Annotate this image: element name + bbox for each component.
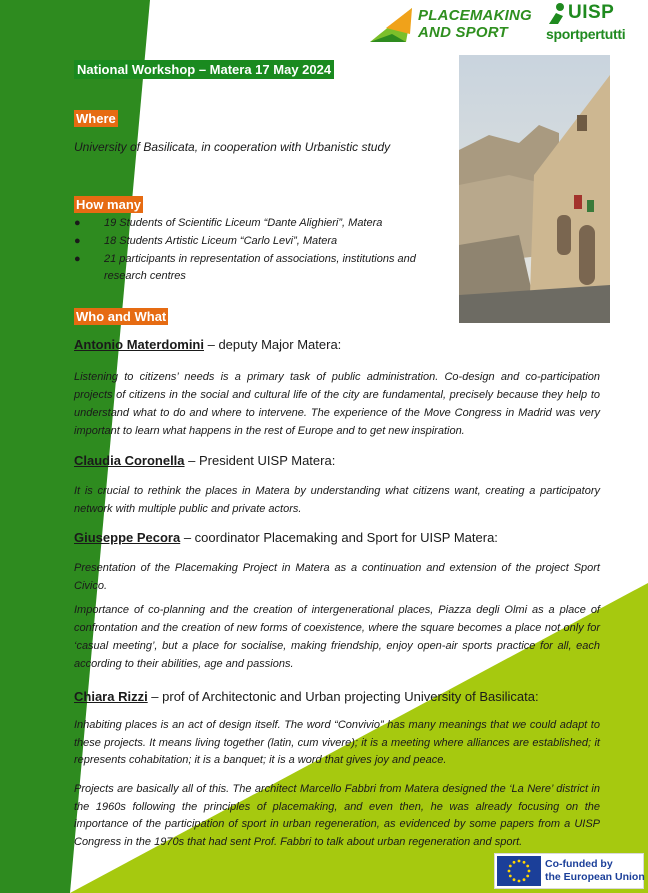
speaker-paragraph: Importance of co-planning and the creation of intergenerational places, Piazza degli Olmi as a place of confrontation and the creation of new forms of coexistence, where the square becomes a place not only for ‘casual meeting’, but a place for socialise, making friendship, enjoy open-air sports practice for all, each according to their abilities, age and passions. — [74, 604, 600, 670]
speaker-name: Chiara Rizzi — [74, 689, 148, 704]
speaker-role: – coordinator Placemaking and Sport for UISP Matera: — [180, 530, 498, 545]
where-text: University of Basilicata, in cooperation with Urbanistic study — [74, 140, 391, 154]
speaker-paragraph: Inhabiting places is an act of design itself. The word “Convivio” has many meanings that we could adapt to these projects. It means living together (latin, cum vivere); it is a meeting where alliances are established; it represents cohabitation; it is a banquet; it is a word that gives joy and peace. — [74, 719, 600, 766]
speaker-role: – prof of Architectonic and Urban projecting University of Basilicata: — [147, 689, 539, 704]
eu-line1: Co-funded by — [545, 858, 613, 870]
uisp-runner-icon — [546, 2, 568, 26]
uisp-logo — [546, 2, 638, 46]
eu-flag-icon — [497, 856, 541, 886]
speaker-paragraph: Listening to citizens’ needs is a primary task of public administration. Co-design and co-participation projects of citizens in the social and cultural life of the city are fundamental, precisely because they help to understand what to do and where to intervene. The experience of the Move Congress in Madrid was very important to learn what happens in the rest of Europe and to get new inspiration. — [74, 371, 600, 437]
list-item-text: 19 Students of Scientific Liceum “Dante Alighieri”, Matera — [104, 217, 383, 229]
uisp-logo-subtitle: sportpertutti — [546, 26, 626, 42]
speaker-paragraph: Presentation of the Placemaking Project in Matera as a continuation and extension of the project Sport Civico. — [74, 562, 600, 592]
speaker-heading — [74, 689, 539, 704]
speaker-name: Giuseppe Pecora — [74, 530, 181, 545]
speaker-role: – President UISP Matera: — [184, 453, 336, 468]
eu-line2: the European Union — [545, 870, 645, 883]
placemaking-logo-line1: PLACEMAKING — [418, 7, 532, 24]
speaker-paragraph: Projects are basically all of this. The architect Marcello Fabbri from Matera designed the ‘La Nere’ district in the 1960s following the principles of placemaking, and even then, he was already focusing on the importance of the participation of sport in urban regeneration, as evidenced by some papers from a UISP Congress in the 1970s that had sent Prof. Fabbri to talk about urban regeneration and sport. — [74, 783, 600, 848]
placemaking-logo-text — [418, 7, 532, 41]
list-item — [74, 215, 454, 232]
list-item-text: 21 participants in representation of associations, institutions and research centres — [104, 253, 416, 282]
placemaking-logo-icon — [366, 4, 418, 46]
speaker-role: – deputy Major Matera: — [204, 337, 342, 352]
eu-cofunded-badge — [494, 853, 644, 889]
eu-cofunded-text — [545, 858, 645, 883]
list-item — [74, 233, 454, 250]
how-many-label: How many — [76, 197, 142, 212]
who-and-what-label: Who and What — [76, 309, 167, 324]
speaker-heading — [74, 337, 341, 352]
bullet-icon: ● — [74, 235, 81, 247]
page-title: National Workshop – Matera 17 May 2024 — [74, 60, 334, 79]
speaker-name: Antonio Materdomini — [74, 337, 204, 352]
bullet-icon: ● — [74, 217, 81, 229]
speaker-paragraph: It is crucial to rethink the places in Matera by understanding what citizens want, creating a participatory network with multiple public and private actors. — [74, 485, 600, 515]
where-label: Where — [76, 111, 116, 126]
placemaking-and-sport-logo — [366, 4, 532, 46]
bullet-icon: ● — [74, 253, 81, 265]
list-item-text: 18 Students Artistic Liceum “Carlo Levi”, Matera — [104, 235, 338, 247]
uisp-logo-word: UISP — [568, 2, 615, 23]
speaker-heading — [74, 530, 498, 545]
speaker-name: Claudia Coronella — [74, 453, 185, 468]
placemaking-logo-line2: AND SPORT — [418, 24, 508, 41]
list-item — [74, 251, 434, 285]
participants-list — [74, 215, 454, 286]
matera-street-photo — [459, 55, 610, 323]
speaker-heading — [74, 453, 335, 468]
